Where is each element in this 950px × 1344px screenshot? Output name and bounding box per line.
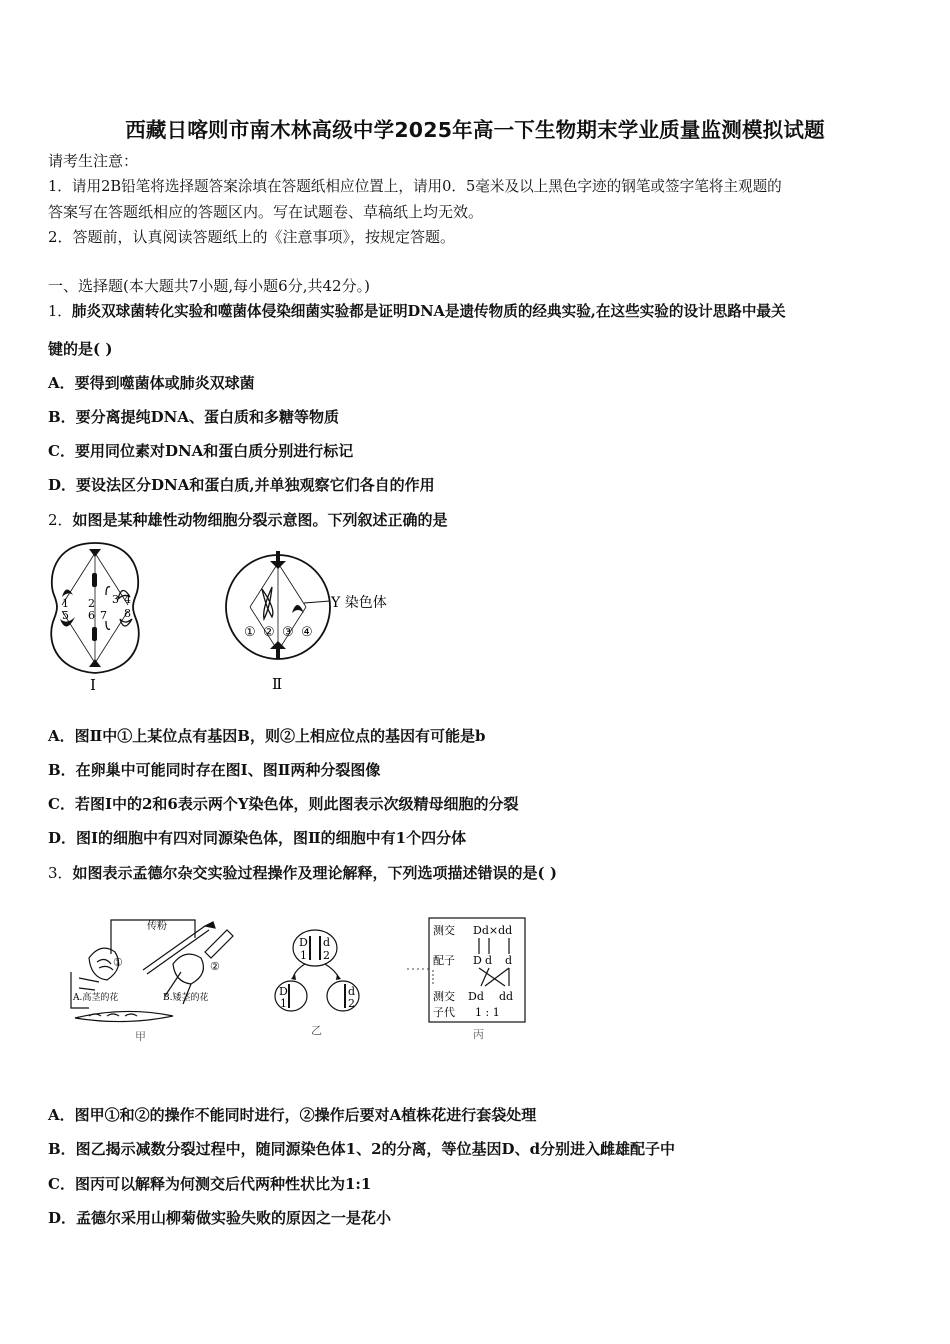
yi-bottom-d-upper: D [279,985,288,998]
yi-bottom-d-lower: d [348,985,356,998]
cell-two-x-chromosome [262,587,273,619]
yi-top-d-lower: d [323,936,331,949]
cell-one-num-4: 4 [124,593,131,606]
cell-one-num-8: 8 [124,607,131,620]
yi-bottom-2: 2 [348,997,355,1010]
jia-pollinate-label: 传粉 [147,921,167,932]
q2-option-d: D．图Ⅰ的细胞中有四对同源染色体，图Ⅱ的细胞中有1个四分体 [48,829,467,847]
bing-gamete-d-lower-1: d [485,954,493,967]
q3-stem-text: 如图表示孟德尔杂交实验过程操作及理论解释，下列选项描述错误的是( ) [72,864,557,882]
notice-line-1a: 1．请用2B铅笔将选择题答案涂填在答题纸相应位置上，请用0．5毫米及以上黑色字迹的钢笔或签字笔将主观题的 [48,178,782,195]
bing-offspring-label: 子代 [433,1006,455,1019]
q3-stem [48,863,557,883]
page-title: 西藏日喀则市南木林高级中学2025年高一下生物期末学业质量监测模拟试题 [125,118,825,142]
figure-jia [71,920,233,1022]
cell-one-num-7: 7 [100,609,107,622]
notice-heading: 请考生注意： [48,152,139,170]
bing-gamete-d-lower-2: d [505,954,513,967]
bing-label: 丙 [473,1028,484,1041]
cell-two-circle-4: ④ [301,625,313,640]
q1-stem-a: 肺炎双球菌转化实验和噬菌体侵染细菌实验都是证明DNA是遗传物质的经典实验,在这些实验的设计思路中最关 [71,303,786,320]
cell-one-label: Ⅰ [90,676,96,694]
q3-option-a: A．图甲①和②的操作不能同时进行，②操作后要对A植株花进行套袋处理 [48,1106,537,1124]
bing-gamete-label: 配子 [433,954,455,967]
q2-stem-text: 如图是某种雄性动物细胞分裂示意图。下列叙述正确的是 [72,511,448,529]
cell-one-num-1: 1 [62,597,69,610]
yi-top-1: 1 [300,949,307,962]
q3-option-b: B．图乙揭示减数分裂过程中，随同源染色体1、2的分离，等位基因D、d分别进入雌雄配子中 [48,1140,676,1158]
cell-one-num-2: 2 [88,597,95,610]
bing-testcross-1: 测交 [433,924,455,937]
cell-two-circle-2: ② [263,625,275,640]
notice-line-1b: 答案写在答题纸相应的答题区内。写在试题卷、草稿纸上均无效。 [48,203,484,221]
q1-option-c: C．要用同位素对DNA和蛋白质分别进行标记 [48,442,354,460]
q1-stem-b: 键的是( ) [48,340,113,358]
yi-top-2: 2 [323,949,330,962]
q3-number: 3． [48,864,73,882]
q2-figure [40,535,420,695]
q1-option-d: D．要设法区分DNA和蛋白质,并单独观察它们各自的作用 [48,476,435,494]
figure-yi [275,930,359,1011]
q2-option-b: B．在卵巢中可能同时存在图Ⅰ、图Ⅱ两种分裂图像 [48,761,381,779]
bing-testcross-2: 测交 [433,990,455,1003]
q3-option-c: C．图丙可以解释为何测交后代两种性状比为1:1 [48,1175,372,1193]
bing-ratio: 1 : 1 [475,1006,500,1019]
bing-offspring-dd-hom: dd [499,990,514,1003]
yi-top-d-upper: D [299,936,308,949]
yi-label: 乙 [311,1024,322,1037]
bing-parents: Dd×dd [473,924,513,937]
bing-offspring-dd-het: Dd [468,990,484,1003]
q1-option-b: B．要分离提纯DNA、蛋白质和多糖等物质 [48,408,340,426]
cell-two-y-label: Y 染色体 [331,595,387,611]
bing-gamete-d-upper: D [473,954,482,967]
cell-two-label: Ⅱ [272,675,283,693]
cell-two-circle-1: ① [244,625,256,640]
q2-number: 2． [48,511,73,529]
q2-stem [48,510,448,530]
q1-number: 1． [48,303,72,320]
section-heading: 一、选择题(本大题共7小题,每小题6分,共42分。) [48,277,370,295]
q1-option-a: A．要得到噬菌体或肺炎双球菌 [48,374,255,392]
jia-label: 甲 [135,1030,146,1043]
cell-one-num-5: 5 [62,609,69,622]
q2-option-a: A．图Ⅱ中①上某位点有基因B，则②上相应位点的基因有可能是b [48,727,486,745]
cell-one-num-6: 6 [88,609,95,622]
notice-line-2: 2．答题前，认真阅读答题纸上的《注意事项》，按规定答题。 [48,228,456,246]
q1-stem [48,302,786,322]
yi-bottom-1: 1 [280,997,287,1010]
q2-option-c: C．若图Ⅰ中的2和6表示两个Y染色体，则此图表示次级精母细胞的分裂 [48,795,519,813]
jia-circle-1: ① [113,956,123,969]
cell-one-num-3: 3 [112,593,119,606]
jia-circle-2: ② [210,960,220,973]
q3-figure [55,912,545,1047]
q3-option-d: D．孟德尔采用山柳菊做实验失败的原因之一是花小 [48,1209,392,1227]
jia-b-label: B.矮茎的花 [163,993,209,1003]
cell-two-circle-3: ③ [282,625,294,640]
jia-a-label: A.高茎的花 [73,993,119,1003]
